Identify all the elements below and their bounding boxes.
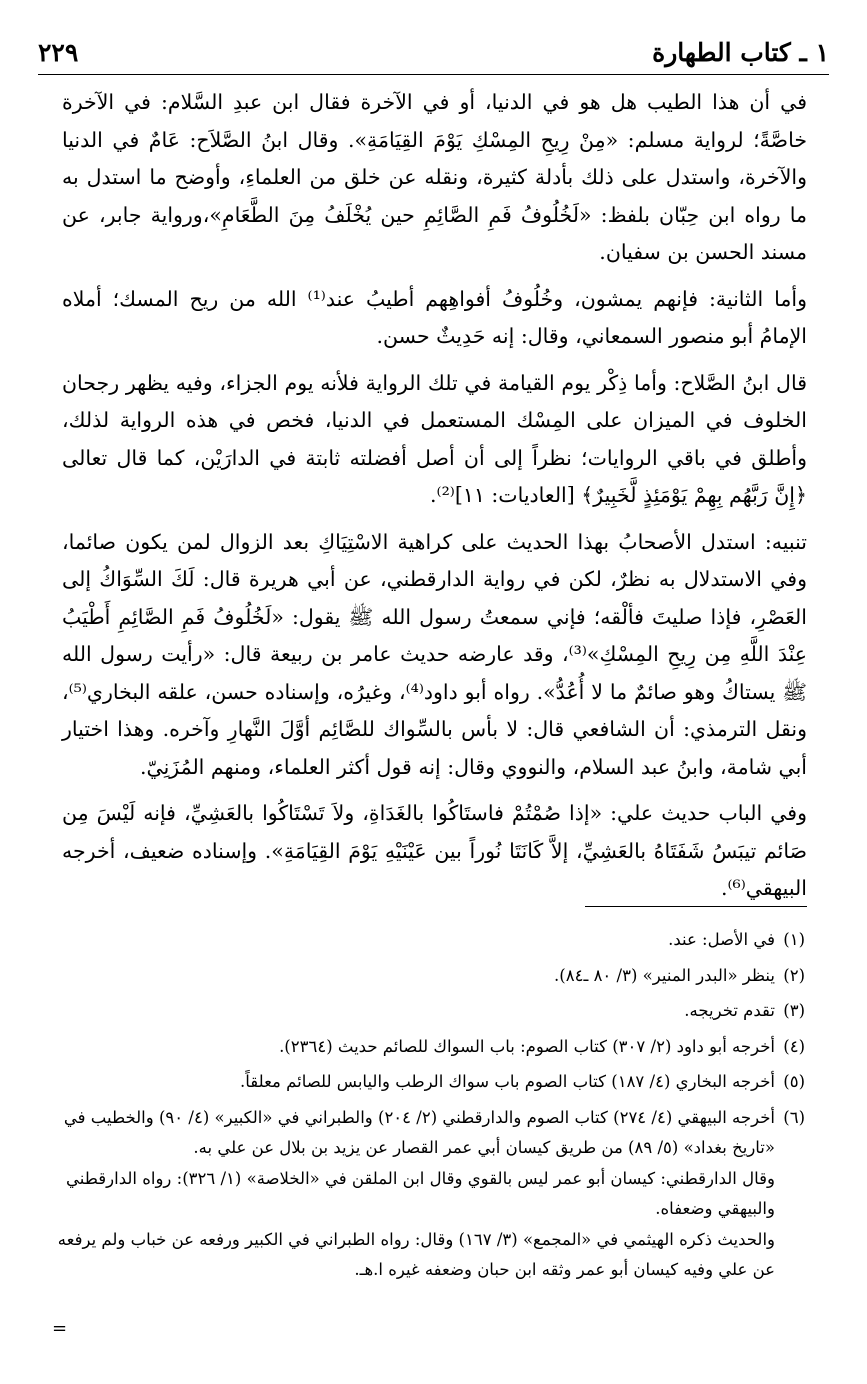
footnote bbox=[55, 1067, 805, 1098]
footnote-text: أخرجه أبو داود (٢/ ٣٠٧) كتاب الصوم: باب السواك للصائم حديث (٢٣٦٤). bbox=[279, 1036, 775, 1056]
footnote-number: (٢) bbox=[783, 965, 805, 985]
footnote-text: في الأصل: عند. bbox=[668, 930, 775, 949]
footnote bbox=[55, 925, 805, 956]
chapter-title: ١ ـ كتاب الطهارة bbox=[652, 38, 829, 67]
footnote-number: (١) bbox=[783, 930, 805, 949]
paragraph: قال ابنُ الصَّلاح: وأما ذِكْر يوم القيامة في تلك الرواية فلأنه يوم الجزاء، وفيه يظهر رجحان الخلوف في الميزان على المِسْك المستعمل في الدنيا، فخص في هذه الرواية لذلك، وأطلق في باقي الروايات؛ نظراً إلى أن أصل أفضلته ثابتة في الدارَيْن، كما قال تعالى ﴿إِنَّ رَبَّهُم بِهِمْ يَوْمَئِذٍ لَّخَبِيرٌ﴾ [العاديات: ١١]⁽²⁾. bbox=[62, 370, 807, 507]
paragraph: في أن هذا الطيب هل هو في الدنيا، أو في الآخرة فقال ابن عبدِ السَّلام: في الآخرة خاصَّةً؛ لرواية مسلم: «مِنْ رِيحِ المِسْكِ يَوْمَ القِيَامَةِ». وقال ابنُ الصَّلاَح: عَامٌ في الدنيا والآخرة، واستدل على ذلك بأدلة كثيرة، ونقله عن خلق من العلماءِ، وأوضح ما استدل به ما رواه ابن حِبّان بلفظ: «لَخُلُوفُ فَمِ الصَّائِمِ حين يُخْلَفُ مِنَ الطَّعَامِ»،ورواية جابر، عن مسند الحسن بن سفيان. bbox=[62, 90, 807, 264]
footnote-text: أخرجه البخاري (٤/ ١٨٧) كتاب الصوم باب سواك الرطب واليابس للصائم معلقاً. bbox=[240, 1072, 775, 1091]
footnote-number: (٥) bbox=[783, 1072, 805, 1091]
footnote-text: ينظر «البدر المنير» (٣/ ٨٠ ـ٨٤). bbox=[554, 965, 775, 985]
footnote-number: (٦) bbox=[783, 1107, 805, 1127]
paragraph: تنبيه: استدل الأصحابُ بهذا الحديث على كراهية الاسْتِيَاكِ بعد الزوال لمن يكون صائما، وفي الاستدلال به نظرٌ، لكن في رواية الدارقطني، عن أبي هريرة قال: لَكَ السِّوَاكُ إلى العَصْرِ، فإذا صليتَ فألْقه؛ فإني سمعتُ رسول الله ﷺ يقول: «لَخُلُوفُ فَمِ الصَّائِمِ أَطْيَبُ عِنْدَ اللَّهِ مِن رِيحِ المِسْكِ»⁽³⁾، وقد عارضه حديث عامر بن ربيعة قال: «رأيت رسول الله ﷺ يستاكُ وهو صائمٌ ما لا أُعُدُّ». رواه أبو داود⁽⁴⁾، وغيرُه، وإسناده حسن، علقه البخاري⁽⁵⁾، ونقل الترمذي: أن الشافعي قال: لا بأس بالسِّواك للصَّائِم أوَّلَ النَّهارِ وآخره. وهذا اختيار أبي شامة، وابنُ عبد السلام، والنووي وقال: إنه قول أكثر العلماء، ومنهم المُزَنِيّ. bbox=[62, 529, 808, 779]
footnote-number: (٤) bbox=[783, 1036, 805, 1056]
paragraph: وأما الثانية: فإنهم يمشون، وخُلُوفُ أفواهِهم أطيبُ عند⁽¹⁾ الله من ريح المسك؛ أملاه الإمامُ أبو منصور السمعاني، وقال: إنه حَدِيثٌ حسن. bbox=[62, 286, 807, 348]
footnotes bbox=[55, 925, 805, 1291]
footnote-number: (٣) bbox=[783, 1001, 805, 1020]
page-header bbox=[38, 30, 829, 75]
paragraph: وفي الباب حديث علي: «إذا صُمْتُمْ فاستَاكُوا بالغَدَاةِ، ولاَ تَسْتَاكُوا بالعَشِيِّ، فإنه لَيْسَ مِن صَائم تيبَسُ شَفَتَاهُ بالعَشِيِّ، إلاَّ كَانَتَا نُوراً بين عَيْنَيْهِ يَوْمَ القِيَامَةِ». وإسناده ضعيف، أخرجه البيهقي⁽⁶⁾. bbox=[62, 801, 807, 900]
footnote bbox=[55, 1032, 805, 1063]
footnote-text: والحديث ذكره الهيثمي في «المجمع» (٣/ ١٦٧) وقال: رواه الطبراني في الكبير ورفعه عن خباب ولم يرفعه عن علي وفيه كيسان أبو عمر وثقه ابن حبان وضعفه غيره ا.هـ. bbox=[57, 1229, 775, 1279]
footnote-text: تقدم تخريجه. bbox=[684, 1001, 775, 1020]
footnote bbox=[55, 996, 805, 1027]
footnote-divider bbox=[585, 906, 807, 907]
footnote bbox=[55, 961, 805, 992]
page-marker: = bbox=[52, 1318, 68, 1339]
footnote bbox=[55, 1103, 805, 1286]
footnote-text: وقال الدارقطني: كيسان أبو عمر ليس بالقوي وقال ابن الملقن في «الخلاصة» (١/ ٣٢٦): رواه الدارقطني والبيهقي وضعفاه. bbox=[66, 1168, 775, 1218]
page-number: ٢٢٩ bbox=[38, 38, 79, 67]
main-text bbox=[62, 84, 807, 917]
footnote-text: أخرجه البيهقي (٤/ ٢٧٤) كتاب الصوم والدارقطني (٢/ ٢٠٤) والطبراني في «الكبير» (٤/ ٩٠) والخطيب في «تاريخ بغداد» (٥/ ٨٩) من طريق كيسان أبي عمر القصار عن يزيد بن بلال عن علي به. bbox=[63, 1107, 775, 1157]
